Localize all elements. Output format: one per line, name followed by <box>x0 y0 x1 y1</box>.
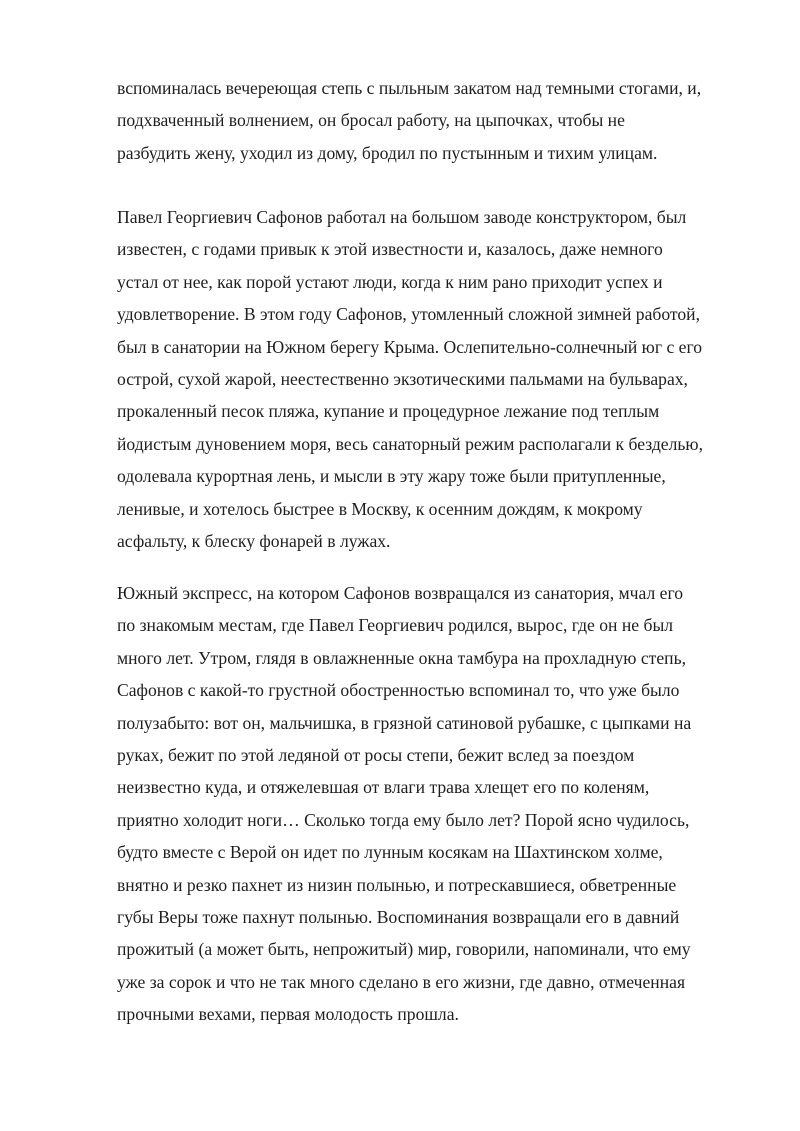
text-line: внятно и резко пахнет из низин полынью, и потрескавшиеся, обветренные <box>117 874 677 895</box>
text-line: Южный экспресс, на котором Сафонов возвращался из санатория, мчал его <box>117 583 684 603</box>
text-line: йодистым дуновением моря, весь санаторный режим располагали к безделью, <box>117 433 703 454</box>
text-line: неизвестно куда, и отяжелевшая от влаги трава хлещет его по коленям, <box>117 777 650 798</box>
text-line: много лет. Утром, глядя в овлажненные окна тамбура на прохладную степь, <box>117 647 686 668</box>
paragraph-3 <box>117 577 757 1030</box>
text-line: известен, с годами привык к этой известности и, казалось, даже немного <box>117 239 663 260</box>
text-line: уже за сорок и что не так много сделано в его жизни, где давно, отмеченная <box>117 971 686 992</box>
text-line: разбудить жену, уходил из дому, бродил по пустынным и тихим улицам. <box>117 142 658 163</box>
text-line: губы Веры тоже пахнут полынью. Воспоминания возвращали его в давний <box>117 906 680 927</box>
text-line: асфальту, к блеску фонарей в лужах. <box>117 530 391 551</box>
text-line: руках, бежит по этой ледяной от росы степи, бежит вслед за поездом <box>117 744 635 765</box>
text-line: Сафонов с какой-то грустной обостренностью вспоминал то, что уже было <box>117 680 680 701</box>
text-line: прочными вехами, первая молодость прошла. <box>117 1004 459 1025</box>
text-line: полузабыто: вот он, мальчишка, в грязной сатиновой рубашке, с цыпками на <box>117 712 692 733</box>
text-line: удовлетворение. В этом году Сафонов, утомленный сложной зимней работой, <box>117 304 700 325</box>
text-line: будто вместе с Верой он идет по лунным косякам на Шахтинском холме, <box>117 842 663 863</box>
text-line: Павел Георгиевич Сафонов работал на большом заводе конструктором, был <box>117 207 687 227</box>
text-line: устал от нее, как порой устают люди, когда к ним рано приходит успех и <box>117 271 663 292</box>
text-line: одолевала курортная лень, и мысли в эту жару тоже были притупленные, <box>117 466 666 487</box>
text-line: был в санатории на Южном берегу Крыма. Ослепительно-солнечный юг с его <box>117 336 703 357</box>
text-line: по знакомым местам, где Павел Георгиевич родился, вырос, где он не был <box>117 615 674 636</box>
text-line: ленивые, и хотелось быстрее в Москву, к осенним дождям, к мокрому <box>117 498 643 519</box>
text-line: прокаленный песок пляжа, купание и процедурное лежание под теплым <box>117 401 660 422</box>
text-line: прожитый (а может быть, непрожитый) мир, говорили, напоминали, что ему <box>117 939 691 960</box>
text-line: острой, сухой жарой, неестественно экзотическими пальмами на бульварах, <box>117 368 688 389</box>
text-line: вспоминалась вечереющая степь с пыльным закатом над темными стогами, и, <box>117 78 702 98</box>
text-line: подхваченный волнением, он бросал работу, на цыпочках, чтобы не <box>117 110 625 131</box>
paragraph-1 <box>117 72 757 169</box>
paragraph-2 <box>117 201 757 557</box>
text-line: приятно холодит ноги… Сколько тогда ему было лет? Порой ясно чудилось, <box>117 809 690 830</box>
